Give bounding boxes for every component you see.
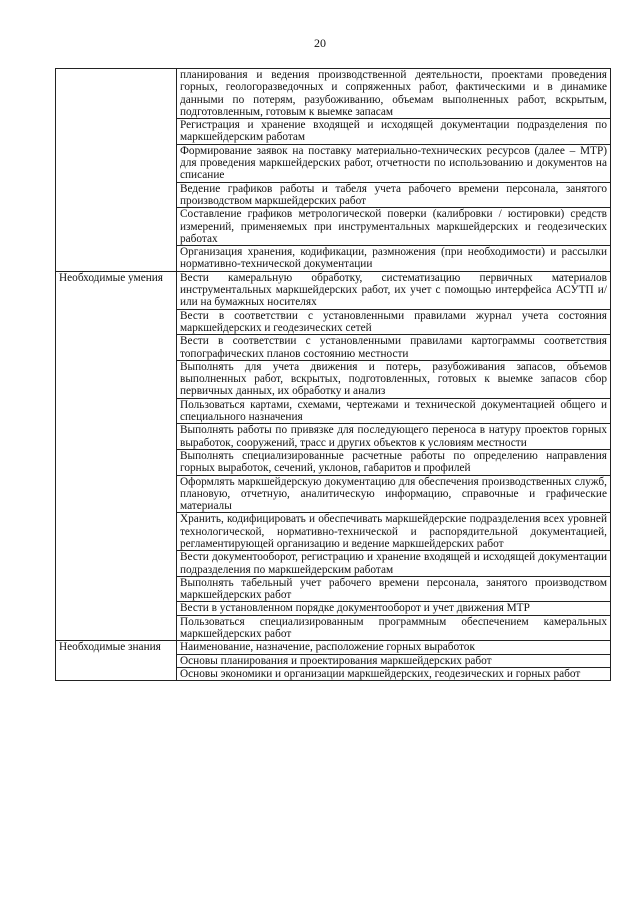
empty-label-cell xyxy=(56,69,177,272)
table-cell: планирования и ведения производственной деятельности, проектами проведения горных, геологоразведочных и сопряженных работ, фактическими и в динамике данными по потерям, разубоживанию, объемам выполненных работ, вскрытым, подготовленным, готовым к выемке запасам xyxy=(177,69,611,119)
table-cell: Вести в установленном порядке документооборот и учет движения МТР xyxy=(177,602,611,615)
table-cell: Наименование, назначение, расположение горных выработок xyxy=(177,641,611,654)
table-cell: Вести документооборот, регистрацию и хранение входящей и исходящей документации подразделения по маркшейдерским работам xyxy=(177,551,611,577)
table-cell: Формирование заявок на поставку материально-технических ресурсов (далее – МТР) для проведения маркшейдерских работ, отчетности по использованию и документов на списание xyxy=(177,144,611,182)
knowledge-label: Необходимые знания xyxy=(56,641,177,681)
table-cell: Основы планирования и проектирования маркшейдерских работ xyxy=(177,654,611,667)
table-row xyxy=(56,641,611,654)
table-cell: Пользоваться картами, схемами, чертежами и технической документацией общего и специального назначения xyxy=(177,398,611,424)
table-row xyxy=(56,271,611,309)
requirements-table xyxy=(55,68,611,681)
table-cell: Хранить, кодифицировать и обеспечивать маркшейдерские подразделения всех уровней технологической, нормативно-технической и распорядительной документацией, регламентирующей организацию и ведение маркшейдерских работ xyxy=(177,513,611,551)
skills-label: Необходимые умения xyxy=(56,271,177,641)
table-cell: Организация хранения, кодификации, размножения (при необходимости) и рассылки нормативно-технической документации xyxy=(177,246,611,272)
table-row xyxy=(56,69,611,119)
table-cell: Оформлять маркшейдерскую документацию для обеспечения производственных служб, плановую, отчетную, аналитическую информацию, справочные и графические материалы xyxy=(177,475,611,513)
table-cell: Выполнять специализированные расчетные работы по определению направления горных выработок, сечений, уклонов, габаритов и профилей xyxy=(177,449,611,475)
table-cell: Выполнять для учета движения и потерь, разубоживания запасов, объемов выполненных работ, вскрытых, подготовленных, готовых к выемке запасов сбор первичных данных, их обработку и анализ xyxy=(177,360,611,398)
page-number: 20 xyxy=(314,36,326,50)
table-cell: Вести в соответствии с установленными правилами картограммы соответствия топографических планов состоянию местности xyxy=(177,335,611,361)
table-cell: Выполнять работы по привязке для последующего переноса в натуру проектов горных выработок, сооружений, трасс и других объектов к условиям местности xyxy=(177,424,611,450)
table-cell: Вести в соответствии с установленными правилами журнал учета состояния маркшейдерских и геодезических сетей xyxy=(177,309,611,335)
table-cell: Выполнять табельный учет рабочего времени персонала, занятого производством маркшейдерских работ xyxy=(177,576,611,602)
table-cell: Составление графиков метрологической поверки (калибровки / юстировки) средств измерений, применяемых при инструментальных маркшейдерских и геодезических работах xyxy=(177,208,611,246)
table-cell: Пользоваться специализированным программным обеспечением камеральных маркшейдерских работ xyxy=(177,615,611,641)
table-cell: Регистрация и хранение входящей и исходящей документации подразделения по маркшейдерским работам xyxy=(177,119,611,145)
table-cell: Вести камеральную обработку, систематизацию первичных материалов инструментальных маркшейдерских работ, их учет с помощью интерфейса АСУТП и/или на бумажных носителях xyxy=(177,271,611,309)
table-cell: Ведение графиков работы и табеля учета рабочего времени персонала, занятого производством маркшейдерских работ xyxy=(177,182,611,208)
table-cell: Основы экономики и организации маркшейдерских, геодезических и горных работ xyxy=(177,667,611,680)
